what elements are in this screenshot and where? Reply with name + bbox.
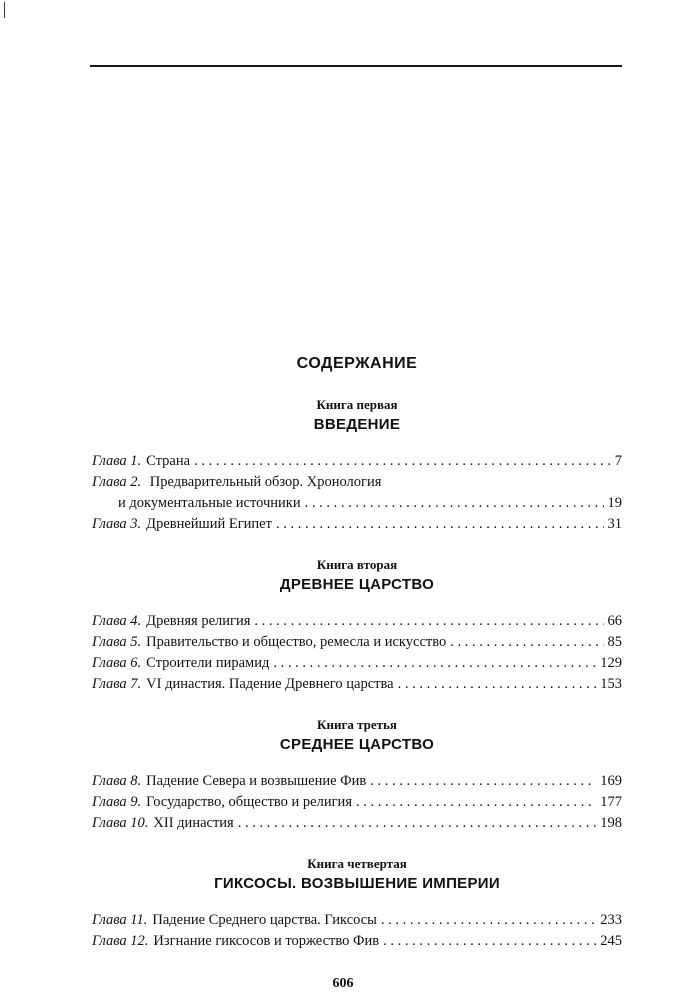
chapter-page-number: 198: [600, 815, 622, 831]
chapter-title: Падение Среднего царства. Гиксосы: [152, 912, 377, 928]
chapter-label: Глава 9.: [92, 794, 142, 810]
chapter-page-number: 233: [600, 912, 622, 928]
chapter-page-number: 129: [600, 655, 622, 671]
chapter-label: Глава 10.: [92, 815, 149, 831]
chapter-label: Глава 8.: [92, 773, 142, 789]
table-of-contents: [92, 355, 622, 952]
chapter-page-number: 7: [614, 453, 622, 469]
chapter-label: Глава 4.: [92, 613, 142, 629]
chapter-page-number: 153: [600, 676, 622, 692]
margin-mark: [4, 2, 5, 18]
toc-entry-chapter-7[interactable]: [92, 674, 622, 695]
chapter-title-line-2: и документальные источники: [118, 495, 301, 511]
toc-entry-chapter-4[interactable]: [92, 611, 622, 632]
book-title: СРЕДНЕЕ ЦАРСТВО: [279, 736, 435, 753]
dot-leader: [450, 632, 603, 653]
dot-leader: [273, 653, 596, 674]
chapter-page-number: 245: [600, 933, 622, 949]
chapter-page-number: 169: [600, 773, 622, 789]
chapter-title: Древнейший Египет: [146, 516, 272, 532]
chapter-title: VI династия. Падение Древнего царства: [146, 676, 394, 692]
chapter-label: Глава 1.: [92, 453, 142, 469]
chapter-title: Падение Севера и возвышение Фив: [146, 773, 367, 789]
toc-entry-chapter-2[interactable]: [92, 472, 622, 514]
chapter-page-number: 177: [600, 794, 622, 810]
dot-leader: [305, 493, 604, 514]
dot-leader: [383, 931, 596, 952]
book-label: Книга третья: [317, 717, 397, 732]
chapter-label: Глава 7.: [92, 676, 142, 692]
dot-leader: [370, 771, 596, 792]
toc-entry-chapter-8[interactable]: [92, 771, 622, 792]
chapter-title: Страна: [146, 453, 191, 469]
book-section-4: [92, 856, 622, 952]
toc-entry-chapter-12[interactable]: [92, 931, 622, 952]
book-section-3: [92, 717, 622, 834]
toc-entry-chapter-5[interactable]: [92, 632, 622, 653]
header-rule: [90, 65, 622, 67]
book-section-2: [92, 557, 622, 695]
toc-entry-chapter-10[interactable]: [92, 813, 622, 834]
chapter-page-number: 85: [607, 634, 622, 650]
chapter-title: Строители пирамид: [146, 655, 270, 671]
chapter-title: Изгнание гиксосов и торжество Фив: [153, 933, 380, 949]
dot-leader: [356, 792, 596, 813]
dot-leader: [254, 611, 603, 632]
toc-entry-chapter-6[interactable]: [92, 653, 622, 674]
dot-leader: [381, 910, 596, 931]
chapter-page-number: 66: [607, 613, 622, 629]
chapter-label: Глава 6.: [92, 655, 142, 671]
chapter-label: Глава 3.: [92, 516, 142, 532]
book-title: ГИКСОСЫ. ВОЗВЫШЕНИЕ ИМПЕРИИ: [214, 875, 500, 892]
dot-leader: [276, 514, 604, 535]
toc-entry-chapter-9[interactable]: [92, 792, 622, 813]
chapter-label: Глава 2.: [92, 474, 142, 490]
chapter-title: Государство, общество и религия: [146, 794, 352, 810]
book-section-1: [92, 397, 622, 535]
chapter-title: Древняя религия: [146, 613, 251, 629]
chapter-page-number: 31: [607, 516, 622, 532]
toc-entry-chapter-11[interactable]: [92, 910, 622, 931]
chapter-page-number: 19: [607, 495, 622, 511]
chapter-title: XII династия: [153, 815, 234, 831]
dot-leader: [398, 674, 597, 695]
chapter-label: Глава 5.: [92, 634, 142, 650]
dot-leader: [194, 451, 611, 472]
book-label: Книга вторая: [316, 557, 398, 572]
chapter-title: Правительство и общество, ремесла и искусство: [146, 634, 447, 650]
chapter-label: Глава 11.: [92, 912, 148, 928]
chapter-title-line-1: Предварительный обзор. Хронология: [149, 474, 382, 490]
book-title: ВВЕДЕНИЕ: [313, 416, 401, 433]
toc-entry-chapter-1[interactable]: [92, 451, 622, 472]
book-label: Книга первая: [316, 397, 398, 412]
book-title: ДРЕВНЕЕ ЦАРСТВО: [279, 576, 435, 593]
toc-entry-chapter-3[interactable]: [92, 514, 622, 535]
page-number: 606: [332, 976, 354, 991]
dot-leader: [238, 813, 597, 834]
page-title: СОДЕРЖАНИЕ: [296, 355, 418, 372]
chapter-label: Глава 12.: [92, 933, 149, 949]
book-label: Книга четвертая: [307, 856, 407, 871]
